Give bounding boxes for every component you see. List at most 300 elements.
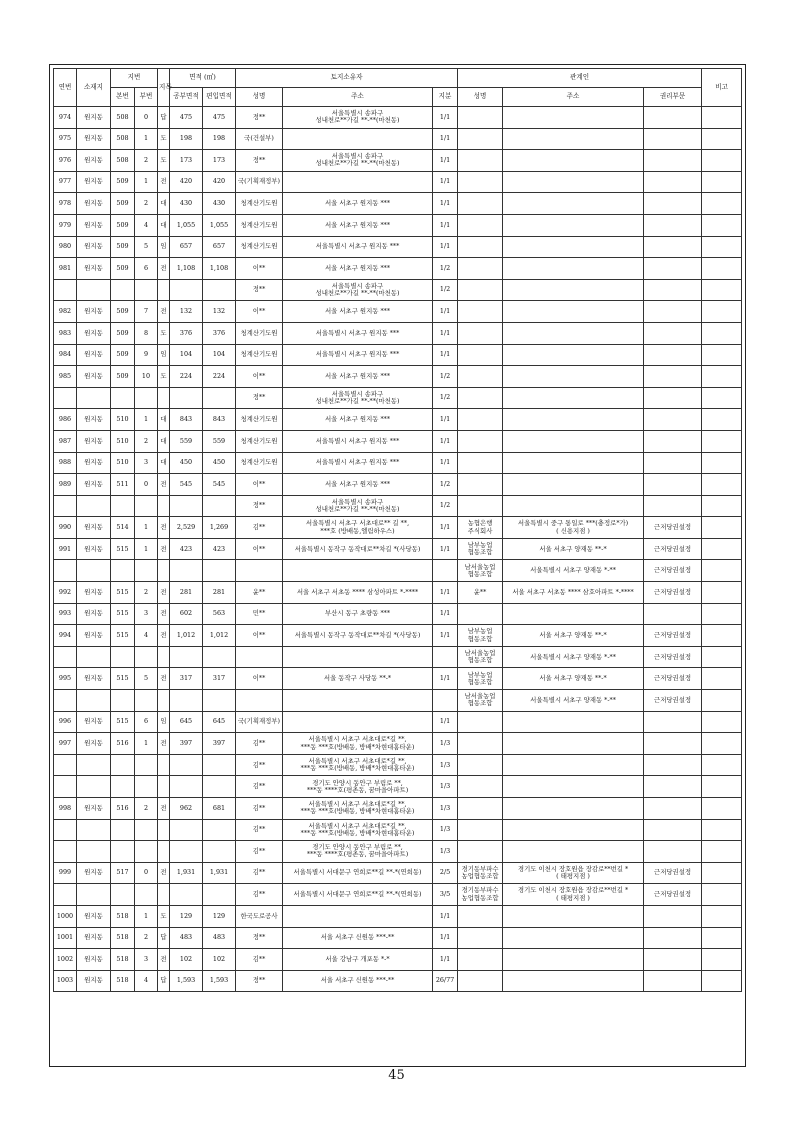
cell-rights-type	[644, 279, 702, 301]
cell-rights-type: 근저당권설정	[644, 884, 702, 906]
cell-no: 977	[54, 171, 77, 193]
cell-owner-address	[283, 905, 433, 927]
table-body	[54, 107, 742, 992]
cell-jimok: 도	[158, 905, 170, 927]
cell-share: 1/3	[433, 733, 458, 755]
cell-rights-address	[503, 366, 644, 388]
cell-rights-address	[503, 495, 644, 517]
cell-owner-address: 서울특별시 서초구 원지동 ***	[283, 322, 433, 344]
cell-rights-name: 남부농업 협동조합	[458, 668, 503, 690]
cell-main-number: 510	[111, 430, 135, 452]
cell-public-area: 1,931	[170, 862, 203, 884]
cell-rights-type	[644, 603, 702, 625]
cell-jimok	[158, 819, 170, 841]
cell-sub-number: 6	[135, 258, 158, 280]
cell-share: 1/3	[433, 754, 458, 776]
cell-rights-address: 서울 서초구 양재동 **-*	[503, 538, 644, 560]
cell-rights-name	[458, 409, 503, 431]
table-row	[54, 128, 742, 150]
cell-rights-name	[458, 107, 503, 129]
cell-sub-number: 4	[135, 970, 158, 992]
cell-note	[702, 538, 742, 560]
cell-share: 1/1	[433, 905, 458, 927]
cell-owner-address: 서울 서초구 원지동 ***	[283, 301, 433, 323]
cell-location: 원지동	[77, 452, 111, 474]
cell-no	[54, 754, 77, 776]
cell-rights-address	[503, 474, 644, 496]
cell-location: 원지동	[77, 625, 111, 647]
cell-share: 1/1	[433, 409, 458, 431]
cell-incorporated-area	[203, 776, 236, 798]
cell-location: 원지동	[77, 301, 111, 323]
cell-owner-address: 서울특별시 서초구 서초대로** 길 **, ***호 (방배동,엘림하우스)	[283, 517, 433, 539]
cell-jimok	[158, 495, 170, 517]
cell-owner-name: 김**	[236, 862, 283, 884]
cell-incorporated-area: 129	[203, 905, 236, 927]
cell-owner-address: 부산시 동구 초량동 ***	[283, 603, 433, 625]
table-row	[54, 884, 742, 906]
cell-rights-type: 근저당권설정	[644, 646, 702, 668]
cell-rights-name	[458, 322, 503, 344]
cell-note	[702, 754, 742, 776]
cell-public-area: 483	[170, 927, 203, 949]
table-row	[54, 236, 742, 258]
cell-owner-address: 서울특별시 송파구 성내천로**가길 **-**(마천동)	[283, 495, 433, 517]
cell-main-number	[111, 279, 135, 301]
cell-rights-address	[503, 279, 644, 301]
cell-share	[433, 560, 458, 582]
cell-owner-name: 청계산기도원	[236, 430, 283, 452]
cell-rights-type: 근저당권설정	[644, 538, 702, 560]
cell-incorporated-area	[203, 819, 236, 841]
cell-location: 원지동	[77, 150, 111, 172]
cell-share: 1/1	[433, 517, 458, 539]
cell-jimok	[158, 560, 170, 582]
cell-incorporated-area: 430	[203, 193, 236, 215]
cell-sub-number: 2	[135, 582, 158, 604]
cell-rights-address	[503, 150, 644, 172]
table-row	[54, 841, 742, 863]
cell-owner-address: 서울특별시 서초구 원지동 ***	[283, 452, 433, 474]
cell-owner-name: 한국도로공사	[236, 905, 283, 927]
cell-main-number: 509	[111, 366, 135, 388]
cell-sub-number: 2	[135, 798, 158, 820]
cell-main-number: 518	[111, 949, 135, 971]
table-row	[54, 322, 742, 344]
cell-owner-address: 서울특별시 서대문구 연희로**길 **-*(연희동)	[283, 862, 433, 884]
cell-location: 원지동	[77, 193, 111, 215]
cell-jimok: 전	[158, 582, 170, 604]
table-header	[54, 69, 742, 107]
cell-sub-number	[135, 387, 158, 409]
cell-rights-type	[644, 841, 702, 863]
cell-rights-name	[458, 387, 503, 409]
cell-share: 1/1	[433, 322, 458, 344]
cell-rights-type	[644, 711, 702, 733]
cell-share: 1/3	[433, 819, 458, 841]
cell-sub-number: 3	[135, 452, 158, 474]
table-row	[54, 690, 742, 712]
cell-rights-name	[458, 366, 503, 388]
cell-share: 1/1	[433, 344, 458, 366]
cell-public-area: 1,055	[170, 214, 203, 236]
cell-main-number	[111, 495, 135, 517]
cell-public-area: 129	[170, 905, 203, 927]
cell-note	[702, 236, 742, 258]
cell-main-number: 515	[111, 582, 135, 604]
table-row	[54, 538, 742, 560]
cell-owner-name: 정**	[236, 495, 283, 517]
cell-note	[702, 905, 742, 927]
cell-share: 1/1	[433, 927, 458, 949]
cell-jimok: 전	[158, 258, 170, 280]
cell-location	[77, 884, 111, 906]
cell-incorporated-area: 397	[203, 733, 236, 755]
table-row	[54, 862, 742, 884]
cell-sub-number: 1	[135, 409, 158, 431]
table-row	[54, 733, 742, 755]
cell-no	[54, 646, 77, 668]
cell-jimok: 대	[158, 409, 170, 431]
table-row	[54, 776, 742, 798]
cell-rights-type	[644, 128, 702, 150]
cell-main-number: 516	[111, 798, 135, 820]
cell-owner-address: 서울 서초구 신원동 ***-**	[283, 970, 433, 992]
cell-owner-name	[236, 690, 283, 712]
cell-no: 991	[54, 538, 77, 560]
cell-owner-address: 서울특별시 서초구 원지동 ***	[283, 236, 433, 258]
cell-jimok	[158, 690, 170, 712]
cell-note	[702, 646, 742, 668]
cell-sub-number: 1	[135, 517, 158, 539]
cell-incorporated-area	[203, 884, 236, 906]
cell-main-number: 509	[111, 193, 135, 215]
cell-incorporated-area: 843	[203, 409, 236, 431]
cell-rights-address: 서울특별시 서초구 양재동 *-**	[503, 560, 644, 582]
cell-public-area: 545	[170, 474, 203, 496]
cell-public-area: 657	[170, 236, 203, 258]
cell-location	[77, 387, 111, 409]
cell-rights-name: 남부농업 협동조합	[458, 538, 503, 560]
cell-rights-name: 남서울농업 협동조합	[458, 560, 503, 582]
cell-no	[54, 884, 77, 906]
cell-owner-name: 청계산기도원	[236, 409, 283, 431]
cell-rights-address	[503, 452, 644, 474]
table-row	[54, 495, 742, 517]
cell-jimok	[158, 646, 170, 668]
cell-jimok: 임	[158, 236, 170, 258]
cell-incorporated-area	[203, 646, 236, 668]
cell-jimok	[158, 776, 170, 798]
cell-owner-address: 서울특별시 서초구 서초대로*길 **, ***동 ***호(방배동, 방배*차현대홈타운)	[283, 819, 433, 841]
cell-location	[77, 819, 111, 841]
header-owner-name: 성명	[236, 88, 283, 107]
header-main-number: 본번	[111, 88, 135, 107]
cell-owner-address	[283, 711, 433, 733]
cell-incorporated-area: 102	[203, 949, 236, 971]
cell-share: 1/1	[433, 582, 458, 604]
cell-owner-name: 청계산기도원	[236, 322, 283, 344]
table-row	[54, 517, 742, 539]
cell-incorporated-area: 559	[203, 430, 236, 452]
header-note: 비고	[702, 69, 742, 107]
cell-main-number: 508	[111, 107, 135, 129]
cell-jimok: 도	[158, 366, 170, 388]
cell-incorporated-area: 563	[203, 603, 236, 625]
cell-jimok: 대	[158, 214, 170, 236]
cell-sub-number	[135, 841, 158, 863]
cell-note	[702, 949, 742, 971]
cell-note	[702, 387, 742, 409]
cell-rights-name: 농협은행 주식회사	[458, 517, 503, 539]
cell-rights-address: 서울특별시 중구 통일로 ***(충정로*가) ( 신용지점 )	[503, 517, 644, 539]
cell-share: 1/1	[433, 711, 458, 733]
table-row	[54, 258, 742, 280]
cell-main-number: 509	[111, 214, 135, 236]
cell-share: 2/5	[433, 862, 458, 884]
cell-no: 978	[54, 193, 77, 215]
table-row	[54, 409, 742, 431]
cell-note	[702, 884, 742, 906]
cell-rights-type: 근저당권설정	[644, 862, 702, 884]
cell-jimok: 전	[158, 538, 170, 560]
cell-share: 1/2	[433, 366, 458, 388]
cell-main-number	[111, 646, 135, 668]
cell-owner-address: 서울특별시 서대문구 연희로**길 **-*(연희동)	[283, 884, 433, 906]
cell-owner-address: 서울 서초구 원지동 ***	[283, 409, 433, 431]
cell-incorporated-area	[203, 690, 236, 712]
cell-jimok: 도	[158, 322, 170, 344]
cell-owner-address: 서울특별시 서초구 서초대로*길 **, ***동 ***호(방배동, 방배*차현대홈타운)	[283, 798, 433, 820]
cell-main-number: 510	[111, 452, 135, 474]
cell-note	[702, 603, 742, 625]
cell-note	[702, 193, 742, 215]
cell-location: 원지동	[77, 258, 111, 280]
cell-note	[702, 258, 742, 280]
cell-note	[702, 495, 742, 517]
cell-rights-name	[458, 193, 503, 215]
cell-no	[54, 279, 77, 301]
cell-rights-address: 서울 서초구 양재동 **-*	[503, 625, 644, 647]
cell-location: 원지동	[77, 409, 111, 431]
cell-public-area: 450	[170, 452, 203, 474]
cell-share: 1/3	[433, 798, 458, 820]
cell-incorporated-area: 281	[203, 582, 236, 604]
land-register-table	[53, 68, 742, 992]
header-rights-address: 주소	[503, 88, 644, 107]
cell-jimok: 전	[158, 474, 170, 496]
cell-share: 1/1	[433, 214, 458, 236]
cell-rights-type	[644, 171, 702, 193]
cell-public-area: 475	[170, 107, 203, 129]
cell-incorporated-area	[203, 560, 236, 582]
cell-main-number: 515	[111, 668, 135, 690]
cell-owner-name: 이**	[236, 668, 283, 690]
header-jibun: 지번	[111, 69, 158, 88]
cell-rights-address	[503, 128, 644, 150]
cell-location	[77, 841, 111, 863]
cell-no: 989	[54, 474, 77, 496]
cell-public-area	[170, 841, 203, 863]
cell-sub-number: 0	[135, 107, 158, 129]
cell-main-number: 509	[111, 344, 135, 366]
cell-owner-name: 정**	[236, 387, 283, 409]
cell-share: 1/3	[433, 776, 458, 798]
cell-share: 1/1	[433, 193, 458, 215]
cell-rights-type	[644, 387, 702, 409]
cell-sub-number: 7	[135, 301, 158, 323]
cell-location: 원지동	[77, 344, 111, 366]
cell-sub-number: 0	[135, 862, 158, 884]
cell-rights-name	[458, 711, 503, 733]
cell-public-area	[170, 560, 203, 582]
cell-rights-type	[644, 819, 702, 841]
cell-jimok	[158, 841, 170, 863]
cell-sub-number: 4	[135, 625, 158, 647]
cell-location	[77, 279, 111, 301]
cell-main-number: 516	[111, 733, 135, 755]
table-row	[54, 301, 742, 323]
cell-jimok	[158, 387, 170, 409]
cell-no: 979	[54, 214, 77, 236]
cell-note	[702, 322, 742, 344]
table-row	[54, 927, 742, 949]
cell-no: 996	[54, 711, 77, 733]
cell-sub-number	[135, 884, 158, 906]
cell-note	[702, 107, 742, 129]
cell-rights-address	[503, 344, 644, 366]
cell-rights-name	[458, 344, 503, 366]
header-location: 소재지	[77, 69, 111, 107]
cell-no	[54, 495, 77, 517]
table-row	[54, 279, 742, 301]
cell-owner-address: 서울특별시 송파구 성내천로**가길 **-**(마천동)	[283, 150, 433, 172]
cell-main-number	[111, 387, 135, 409]
cell-rights-name	[458, 258, 503, 280]
cell-sub-number	[135, 690, 158, 712]
cell-owner-name: 정**	[236, 970, 283, 992]
cell-rights-address	[503, 711, 644, 733]
cell-share: 1/2	[433, 387, 458, 409]
cell-rights-address	[503, 754, 644, 776]
cell-public-area	[170, 776, 203, 798]
cell-no: 985	[54, 366, 77, 388]
cell-main-number: 515	[111, 603, 135, 625]
header-incorporated-area: 편입면적	[203, 88, 236, 107]
cell-no: 981	[54, 258, 77, 280]
cell-main-number	[111, 560, 135, 582]
cell-location	[77, 495, 111, 517]
cell-public-area: 1,012	[170, 625, 203, 647]
cell-main-number	[111, 884, 135, 906]
cell-sub-number: 2	[135, 150, 158, 172]
cell-sub-number: 1	[135, 733, 158, 755]
cell-public-area	[170, 819, 203, 841]
cell-incorporated-area	[203, 841, 236, 863]
cell-location: 원지동	[77, 236, 111, 258]
cell-share: 1/1	[433, 236, 458, 258]
cell-sub-number	[135, 279, 158, 301]
cell-rights-address	[503, 107, 644, 129]
cell-owner-address: 서울특별시 동작구 동작대로**차길 *(사당동)	[283, 625, 433, 647]
page-number: 45	[388, 1068, 405, 1083]
cell-jimok: 전	[158, 603, 170, 625]
cell-rights-type: 근저당권설정	[644, 690, 702, 712]
cell-main-number: 508	[111, 150, 135, 172]
table-row	[54, 107, 742, 129]
cell-share: 1/1	[433, 430, 458, 452]
cell-share: 1/1	[433, 171, 458, 193]
header-rights-type: 권리부문	[644, 88, 702, 107]
cell-share: 1/1	[433, 150, 458, 172]
cell-rights-address	[503, 733, 644, 755]
cell-location: 원지동	[77, 733, 111, 755]
cell-rights-type	[644, 258, 702, 280]
cell-public-area: 132	[170, 301, 203, 323]
cell-sub-number: 8	[135, 322, 158, 344]
cell-main-number: 517	[111, 862, 135, 884]
cell-main-number: 515	[111, 711, 135, 733]
cell-incorporated-area: 317	[203, 668, 236, 690]
cell-location: 원지동	[77, 430, 111, 452]
cell-rights-name	[458, 150, 503, 172]
cell-note	[702, 452, 742, 474]
cell-sub-number: 0	[135, 474, 158, 496]
cell-sub-number: 3	[135, 949, 158, 971]
table-row	[54, 949, 742, 971]
cell-jimok: 전	[158, 949, 170, 971]
header-public-area: 공부면적	[170, 88, 203, 107]
cell-public-area: 423	[170, 538, 203, 560]
cell-sub-number	[135, 819, 158, 841]
cell-rights-type	[644, 474, 702, 496]
cell-rights-type	[644, 949, 702, 971]
cell-owner-address	[283, 690, 433, 712]
cell-rights-address	[503, 776, 644, 798]
cell-no: 1000	[54, 905, 77, 927]
cell-rights-address	[503, 430, 644, 452]
cell-no	[54, 841, 77, 863]
cell-rights-type	[644, 193, 702, 215]
cell-owner-name: 윤**	[236, 582, 283, 604]
cell-incorporated-area: 450	[203, 452, 236, 474]
cell-owner-name: 국(기획재정부)	[236, 711, 283, 733]
cell-sub-number: 2	[135, 193, 158, 215]
cell-owner-name: 청계산기도원	[236, 236, 283, 258]
cell-owner-name: 김**	[236, 517, 283, 539]
cell-rights-address: 서울특별시 서초구 양재동 *-**	[503, 646, 644, 668]
cell-sub-number	[135, 754, 158, 776]
cell-owner-name: 국(건설부)	[236, 128, 283, 150]
cell-rights-address: 서울특별시 서초구 양재동 *-**	[503, 690, 644, 712]
cell-share: 1/2	[433, 279, 458, 301]
cell-owner-address: 서울 동작구 사당동 **-*	[283, 668, 433, 690]
cell-public-area: 102	[170, 949, 203, 971]
cell-main-number	[111, 819, 135, 841]
cell-note	[702, 366, 742, 388]
cell-share: 1/1	[433, 668, 458, 690]
cell-rights-name	[458, 603, 503, 625]
cell-rights-name	[458, 452, 503, 474]
cell-rights-type	[644, 366, 702, 388]
cell-main-number: 511	[111, 474, 135, 496]
cell-rights-address	[503, 258, 644, 280]
table-row	[54, 754, 742, 776]
cell-public-area: 962	[170, 798, 203, 820]
table-row	[54, 150, 742, 172]
cell-jimok: 전	[158, 171, 170, 193]
cell-incorporated-area: 423	[203, 538, 236, 560]
